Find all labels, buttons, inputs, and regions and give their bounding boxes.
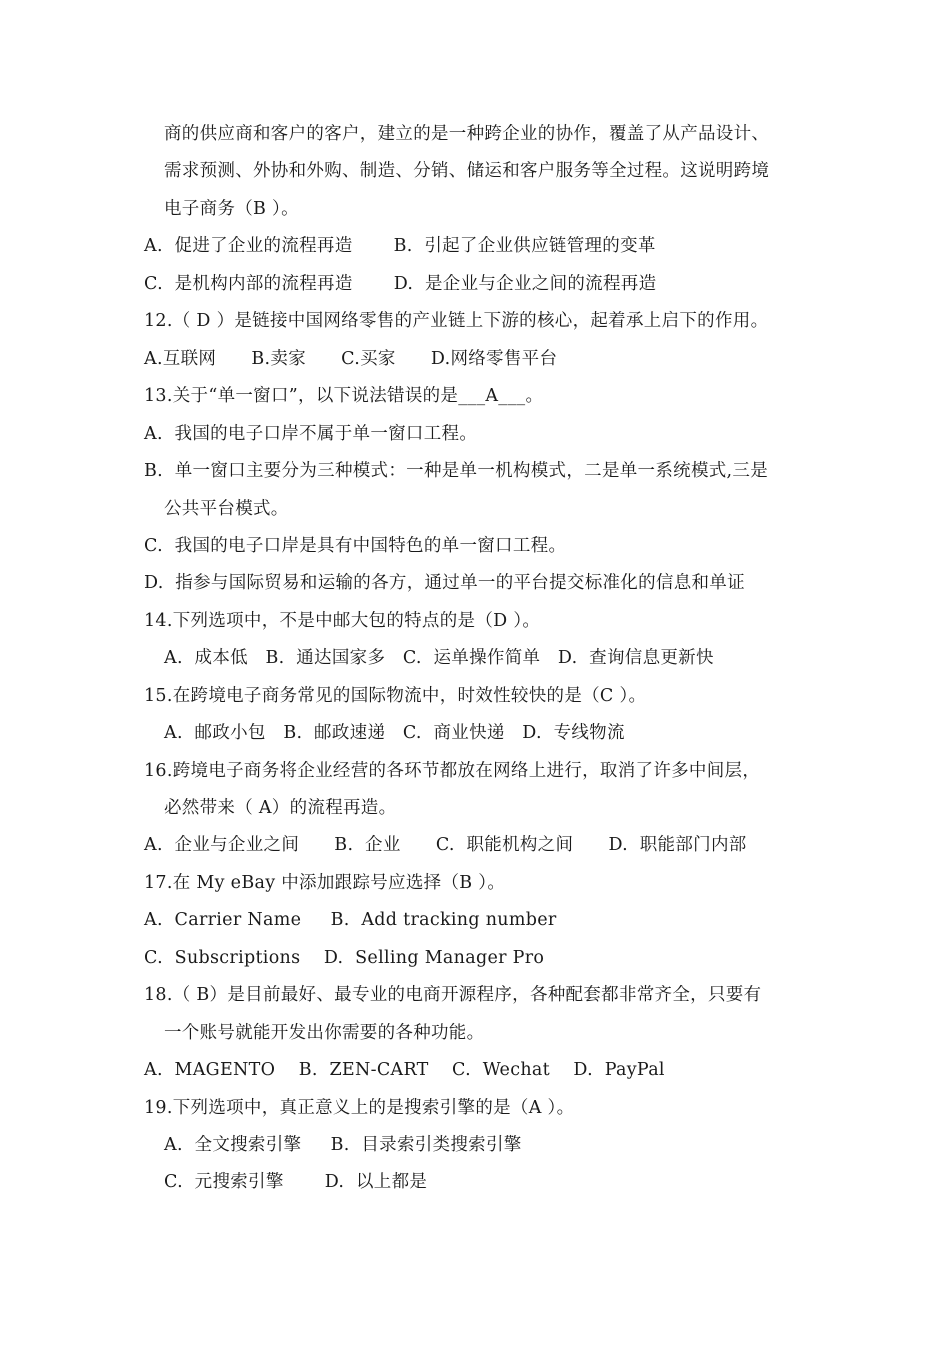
q11-options-cd: C. 是机构内部的流程再造 D. 是企业与企业之间的流程再造 [144, 274, 657, 294]
q12-options: A.互联网 B.卖家 C.买家 D.网络零售平台 [144, 349, 558, 369]
q13-option-b-line-2: 公共平台模式。 [164, 499, 289, 519]
q18-stem-line-2: 一个账号就能开发出你需要的各种功能。 [164, 1023, 485, 1043]
q14-stem: 14.下列选项中，不是中邮大包的特点的是（D ）。 [144, 611, 541, 631]
q13-option-a: A. 我国的电子口岸不属于单一窗口工程。 [144, 424, 478, 444]
q11-stem-line-1: 商的供应商和客户的客户，建立的是一种跨企业的协作，覆盖了从产品设计、 [164, 124, 770, 144]
q16-options: A. 企业与企业之间 B. 企业 C. 职能机构之间 D. 职能部门内部 [144, 835, 747, 855]
q16-stem-line-2: 必然带来（ A）的流程再造。 [164, 798, 397, 818]
q12-stem: 12.（ D ）是链接中国网络零售的产业链上下游的核心，起着承上启下的作用。 [144, 311, 769, 331]
q14-options: A. 成本低 B. 通达国家多 C. 运单操作简单 D. 查询信息更新快 [164, 648, 714, 668]
q17-options-cd: C. Subscriptions D. Selling Manager Pro [144, 948, 545, 968]
q18-stem-line-1: 18.（ B）是目前最好、最专业的电商开源程序，各种配套都非常齐全，只要有 [144, 985, 762, 1005]
q15-options: A. 邮政小包 B. 邮政速递 C. 商业快递 D. 专线物流 [164, 723, 625, 743]
q18-options: A. MAGENTO B. ZEN-CART C. Wechat D. PayPal [144, 1060, 665, 1080]
q11-stem-line-2: 需求预测、外协和外购、制造、分销、储运和客户服务等全过程。这说明跨境 [164, 161, 770, 181]
q17-options-ab: A. Carrier Name B. Add tracking number [144, 910, 557, 930]
q19-options-ab: A. 全文搜索引擎 B. 目录索引类搜索引擎 [164, 1135, 522, 1155]
q13-option-d: D. 指参与国际贸易和运输的各方，通过单一的平台提交标准化的信息和单证 [144, 573, 745, 593]
q19-options-cd: C. 元搜索引擎 D. 以上都是 [164, 1172, 428, 1192]
q11-options-ab: A. 促进了企业的流程再造 B. 引起了企业供应链管理的变革 [144, 236, 656, 256]
q16-stem-line-1: 16.跨境电子商务将企业经营的各环节都放在网络上进行，取消了许多中间层， [144, 761, 761, 781]
q13-stem: 13.关于“单一窗口”，以下说法错误的是___A___。 [144, 386, 544, 406]
q15-stem: 15.在跨境电子商务常见的国际物流中，时效性较快的是（C ）。 [144, 686, 647, 706]
q13-option-b-line-1: B. 单一窗口主要分为三种模式：一种是单一机构模式，二是单一系统模式,三是 [144, 461, 769, 481]
q19-stem: 19.下列选项中，真正意义上的是搜索引擎的是（A ）。 [144, 1098, 575, 1118]
q11-stem-line-3: 电子商务（B ）。 [164, 199, 299, 219]
q13-option-c: C. 我国的电子口岸是具有中国特色的单一窗口工程。 [144, 536, 567, 556]
q17-stem: 17.在 My eBay 中添加跟踪号应选择（B ）。 [144, 873, 506, 893]
